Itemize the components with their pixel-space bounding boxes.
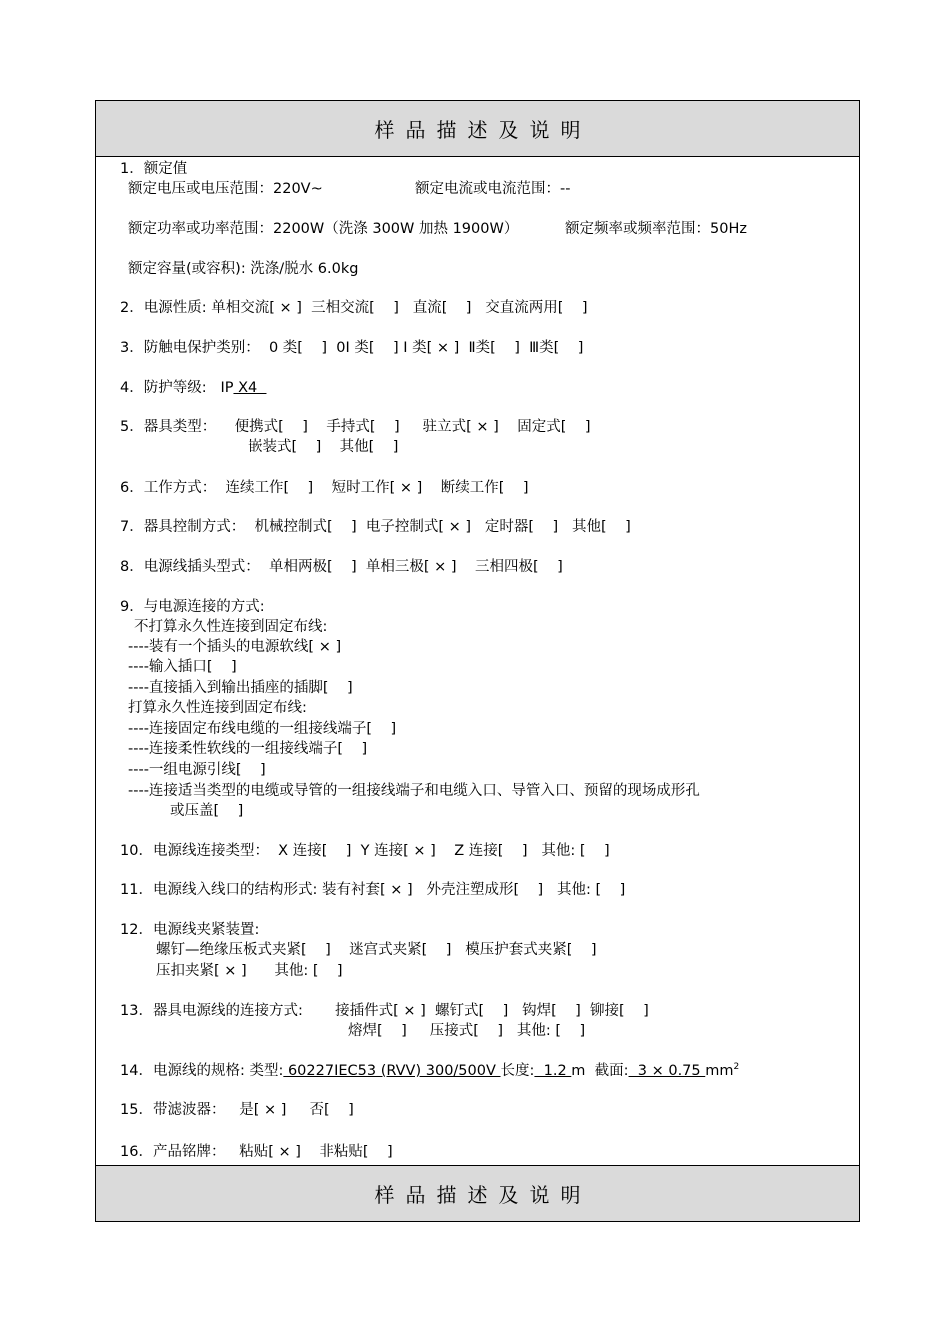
cord-length-label: 长度: [500, 1063, 535, 1079]
item-9-connection: 9．与电源连接的方式: [120, 599, 265, 615]
item-7-control-type: 7．器具控制方式： 机械控制式[ ] 电子控制式[ × ] 定时器[ ] 其他[ ] [120, 519, 631, 535]
footer-title: 样品描述及说明 [374, 1183, 592, 1207]
item-9-option-flexible-terminals: ----连接柔性软线的一组接线端子[ ] [128, 741, 368, 757]
item-13-cord-connection: 13．器具电源线的连接方式: 接插件式[ × ] 螺钉式[ ] 钩焊[ ] 铆接[ ] [120, 1003, 649, 1019]
table-footer-header [96, 1165, 859, 1221]
item-12-options-1: 螺钉—绝缘压板式夹紧[ ] 迷宫式夹紧[ ] 模压护套式夹紧[ ] [156, 942, 597, 958]
item-14-cord-spec [120, 1062, 739, 1080]
ip-label: 4．防护等级: IP [120, 380, 234, 396]
cord-section-value: 3 × 0.75 [628, 1063, 706, 1079]
item-3-protection-class: 3．防触电保护类别： 0 类[ ] 0I 类[ ] I 类[ × ] Ⅱ类[ ] Ⅲ类[ ] [120, 340, 584, 356]
item-12-cord-anchorage: 12．电源线夹紧装置: [120, 922, 260, 938]
cord-length-value: 1.2 [534, 1063, 572, 1079]
rated-current: 额定电流或电流范围：-- [415, 181, 571, 197]
item-5-appliance-type: 5．器具类型： 便携式[ ] 手持式[ ] 驻立式[ × ] 固定式[ ] [120, 419, 591, 435]
item-9-option-fixed-terminals: ----连接固定布线电缆的一组接线端子[ ] [128, 721, 397, 737]
item-1-title: 1．额定值 [120, 161, 188, 177]
item-15-filter: 15．带滤波器： 是[ × ] 否[ ] [120, 1102, 354, 1118]
rated-power: 额定功率或功率范围：2200W（洗涤 300W 加热 1900W） [128, 221, 519, 237]
item-9-option-gland: 或压盖[ ] [170, 803, 244, 819]
item-9-permanent: 打算永久性连接到固定布线: [128, 700, 307, 716]
item-8-plug-type: 8．电源线插头型式： 单相两极[ ] 单相三极[ × ] 三相四极[ ] [120, 559, 563, 575]
item-9-non-permanent: 不打算永久性连接到固定布线: [134, 619, 328, 635]
cord-spec-label: 14．电源线的规格: 类型: [120, 1063, 284, 1079]
item-9-option-inlet: ----输入插口[ ] [128, 659, 237, 675]
cord-section-unit-sup: 2 [733, 1062, 740, 1072]
rated-voltage: 额定电压或电压范围：220V~ [128, 181, 323, 197]
item-13-cord-connection-2: 熔焊[ ] 压接式[ ] 其他: [ ] [348, 1023, 586, 1039]
item-4-ip-rating [120, 379, 266, 397]
rated-capacity: 额定容量(或容积): 洗涤/脱水 6.0kg [128, 261, 359, 277]
item-2-power-type: 2．电源性质: 单相交流[ × ] 三相交流[ ] 直流[ ] 交直流两用[ ] [120, 300, 588, 316]
cord-section-unit: mm [705, 1063, 734, 1079]
rated-frequency: 额定频率或频率范围：50Hz [565, 221, 747, 237]
item-11-inlet-structure: 11．电源线入线口的结构形式: 装有衬套[ × ] 外壳注塑成形[ ] 其他: [ ] [120, 882, 626, 898]
item-9-option-conduit: ----连接适当类型的电缆或导管的一组接线端子和电缆入口、导管入口、预留的现场成形孔 [128, 783, 700, 799]
item-9-option-leads: ----一组电源引线[ ] [128, 762, 266, 778]
item-16-nameplate: 16．产品铭牌： 粘贴[ × ] 非粘贴[ ] [120, 1144, 393, 1160]
cord-type-value: 60227IEC53 (RVV) 300/500V [283, 1063, 501, 1079]
item-9-option-cord: ----装有一个插头的电源软线[ × ] [128, 639, 342, 655]
table-header [96, 101, 859, 157]
cord-section-label: m 截面: [571, 1063, 629, 1079]
item-10-attachment-type: 10．电源线连接类型： X 连接[ ] Y 连接[ × ] Z 连接[ ] 其他: [ ] [120, 843, 610, 859]
item-12-options-2: 压扣夹紧[ × ] 其他: [ ] [156, 963, 343, 979]
item-6-operation-mode: 6．工作方式： 连续工作[ ] 短时工作[ × ] 断续工作[ ] [120, 480, 529, 496]
item-5-appliance-type-2: 嵌装式[ ] 其他[ ] [248, 439, 399, 455]
item-9-option-pins: ----直接插入到输出插座的插脚[ ] [128, 680, 353, 696]
ip-value: X4 [233, 380, 267, 396]
header-title: 样品描述及说明 [374, 118, 592, 142]
